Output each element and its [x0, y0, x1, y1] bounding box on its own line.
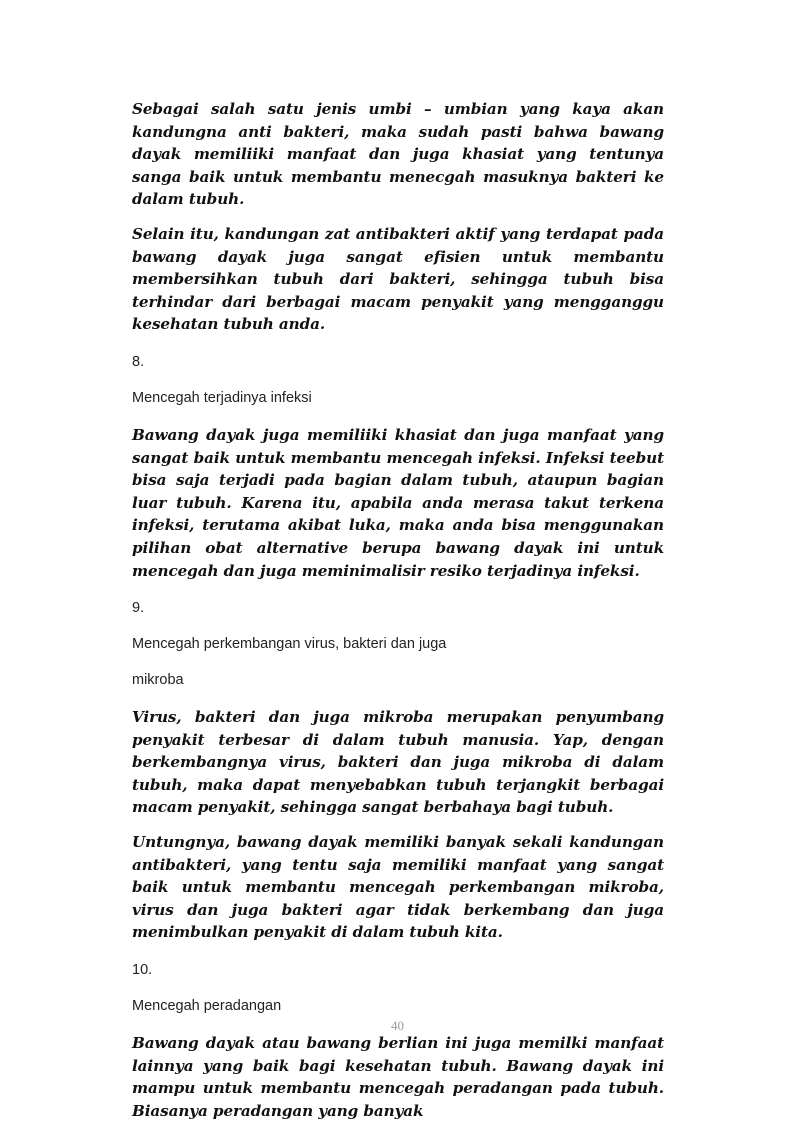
- section-number: 8.: [132, 353, 145, 370]
- section-title: Mencegah peradangan: [132, 998, 282, 1015]
- paragraph: Selain itu, kandungan zat antibakteri aktif yang terdapat pada bawang dayak juga sangat efisien untuk membantu membersihkan tubuh dari bakteri, sehingga tubuh bisa terhindar dari berbagai macam penyakit yang mengganggu kesehatan tubuh anda.: [132, 224, 664, 334]
- page-number: 40: [391, 1018, 404, 1033]
- section-title-continued: mikroba: [132, 672, 184, 689]
- section-number: 10.: [132, 962, 153, 979]
- paragraph: Untungnya, bawang dayak memiliki banyak sekali kandungan antibakteri, yang tentu saja memiliki manfaat yang sangat baik untuk membantu mencegah perkembangan mikroba, virus dan juga bakteri agar tidak berkembang dan juga menimbulkan penyakit di dalam tubuh kita.: [132, 833, 664, 942]
- paragraph: Virus, bakteri dan juga mikroba merupakan penyumbang penyakit terbesar di dalam tubuh manusia. Yap, dengan berkembangnya virus, bakteri dan juga mikroba di dalam tubuh, maka dapat menyebabkan tubuh terjangkit berbagai macam penyakit, sehingga sangat berbahaya bagi tubuh.: [132, 708, 664, 817]
- page-content: [132, 98, 664, 1134]
- paragraph: Bawang dayak atau bawang berlian ini juga memilki manfaat lainnya yang baik bagi kesehatan tubuh. Bawang dayak ini mampu untuk membantu mencegah peradangan pada tubuh. Biasanya peradangan yang banyak: [132, 1034, 664, 1120]
- paragraph: Bawang dayak juga memiliiki khasiat dan juga manfaat yang sangat baik untuk membantu mencegah infeksi. Infeksi teebut bisa saja terjadi pada bagian dalam tubuh, ataupun bagian luar tubuh. Karena itu, apabila anda merasa takut terkena infeksi, terutama akibat luka, maka anda bisa menggunakan pilihan obat alternative berupa bawang dayak ini untuk mencegah dan juga meminimalisir resiko terjadinya infeksi.: [132, 425, 664, 580]
- section-title: Mencegah perkembangan virus, bakteri dan juga: [132, 636, 447, 653]
- paragraph: Sebagai salah satu jenis umbi – umbian yang kaya akan kandungna anti bakteri, maka sudah pasti bahwa bawang dayak memiliiki manfaat dan juga khasiat yang tentunya sanga baik untuk membantu menecgah masuknya bakteri ke dalam tubuh.: [132, 100, 664, 209]
- section-number: 9.: [132, 600, 145, 617]
- section-title: Mencegah terjadinya infeksi: [132, 389, 312, 406]
